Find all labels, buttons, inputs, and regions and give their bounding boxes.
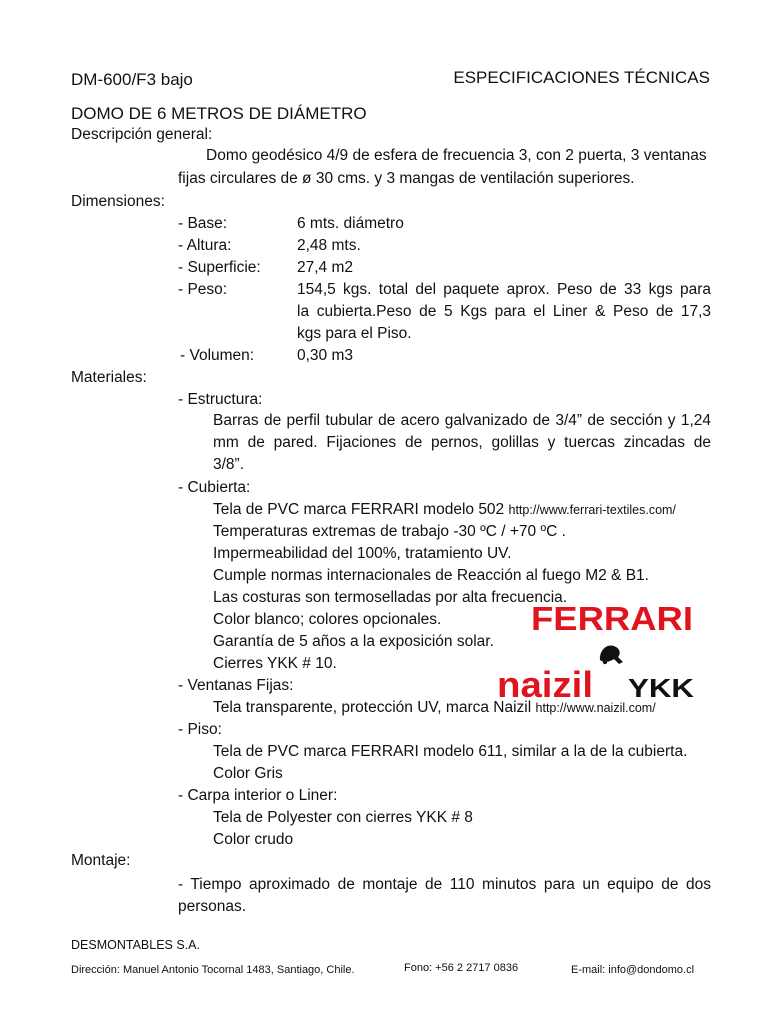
estructura-label: - Estructura: [178, 391, 263, 408]
cubierta-line-6: Color blanco; colores opcionales. [213, 611, 442, 628]
page-title: DOMO DE 6 METROS DE DIÁMETRO [71, 104, 367, 123]
liner-line-1: Tela de Polyester con cierres YKK # 8 [213, 809, 473, 826]
dim-base-label: - Base: [178, 215, 228, 232]
piso-label: - Piso: [178, 721, 222, 738]
cubierta-fabric-text: Tela de PVC marca FERRARI modelo 502 [213, 501, 505, 518]
cubierta-line-5: Las costuras son termoselladas por alta frecuencia. [213, 589, 568, 606]
dim-altura-label: - Altura: [178, 237, 232, 254]
general-heading: Descripción general: [71, 126, 213, 143]
montaje-line-2: personas. [178, 898, 247, 915]
dim-volumen-label: - Volumen: [180, 347, 255, 364]
cubierta-line-4: Cumple normas internacionales de Reacción al fuego M2 & B1. [213, 567, 649, 584]
general-line-1: Domo geodésico 4/9 de esfera de frecuencia 3, con 2 puerta, 3 ventanas [206, 147, 707, 164]
naizil-url-link[interactable]: http://www.naizil.com/ [535, 701, 656, 715]
svg-text:YKK: YKK [628, 673, 695, 701]
naizil-logo [496, 666, 594, 702]
footer-email[interactable]: E-mail: info@dondomo.cl [571, 964, 695, 976]
general-line-2: fijas circulares de ø 30 cms. y 3 mangas de ventilación superiores. [178, 170, 635, 187]
document-type: ESPECIFICACIONES TÉCNICAS [453, 68, 710, 87]
dim-altura-value: 2,48 mts. [297, 237, 361, 254]
svg-text:naizil: naizil [497, 666, 593, 702]
model-code: DM-600/F3 bajo [71, 70, 193, 89]
montaje-line-1: - Tiempo aproximado de montaje de 110 minutos para un equipo de dos [178, 876, 711, 893]
cubierta-line-2: Temperaturas extremas de trabajo -30 ºC / +70 ºC . [213, 523, 566, 540]
cubierta-line-3: Impermeabilidad del 100%, tratamiento UV. [213, 545, 512, 562]
dim-superficie-value: 27,4 m2 [297, 259, 354, 276]
cubierta-line-8: Cierres YKK # 10. [213, 655, 337, 672]
ventanas-line [213, 699, 656, 717]
liner-label: - Carpa interior o Liner: [178, 787, 338, 804]
estructura-line-3: 3/8”. [213, 456, 245, 473]
dim-volumen-value: 0,30 m3 [297, 347, 354, 364]
liner-line-2: Color crudo [213, 831, 294, 848]
footer-address: Dirección: Manuel Antonio Tocornal 1483, Santiago, Chile. [71, 964, 355, 976]
cubierta-label: - Cubierta: [178, 479, 251, 496]
piso-line-1: Tela de PVC marca FERRARI modelo 611, similar a la de la cubierta. [213, 743, 688, 760]
estructura-line-2: mm de pared. Fijaciones de pernos, golillas y tuercas zincadas de [213, 434, 711, 451]
dim-peso-line-2: la cubierta.Peso de 5 Kgs para el Liner & Peso de 17,3 [297, 303, 711, 320]
dimensions-heading: Dimensiones: [71, 193, 165, 210]
dim-peso-line-1: 154,5 kgs. total del paquete aprox. Peso de 33 kgs para [297, 281, 711, 298]
ykk-logo [627, 673, 695, 701]
dim-peso-label: - Peso: [178, 281, 228, 298]
piso-line-2: Color Gris [213, 765, 283, 782]
ferrari-logo [530, 600, 695, 634]
materials-heading: Materiales: [71, 369, 147, 386]
dim-base-value: 6 mts. diámetro [297, 215, 404, 232]
cubierta-line-1 [213, 501, 676, 519]
ventanas-text: Tela transparente, protección UV, marca Naizil [213, 699, 532, 716]
montaje-heading: Montaje: [71, 852, 131, 869]
dim-superficie-label: - Superficie: [178, 259, 261, 276]
footer-phone: Fono: +56 2 2717 0836 [404, 962, 519, 974]
ventanas-label: - Ventanas Fijas: [178, 677, 294, 694]
estructura-line-1: Barras de perfil tubular de acero galvanizado de 3/4” de sección y 1,24 [213, 412, 711, 429]
cubierta-line-7: Garantía de 5 años a la exposición solar. [213, 633, 494, 650]
dim-peso-line-3: kgs para el Piso. [297, 325, 412, 342]
footer-company: DESMONTABLES S.A. [71, 938, 200, 952]
ykk-emblem-icon [596, 638, 626, 668]
ferrari-url-link[interactable]: http://www.ferrari-textiles.com/ [508, 503, 676, 517]
svg-text:FERRARI: FERRARI [531, 600, 693, 634]
